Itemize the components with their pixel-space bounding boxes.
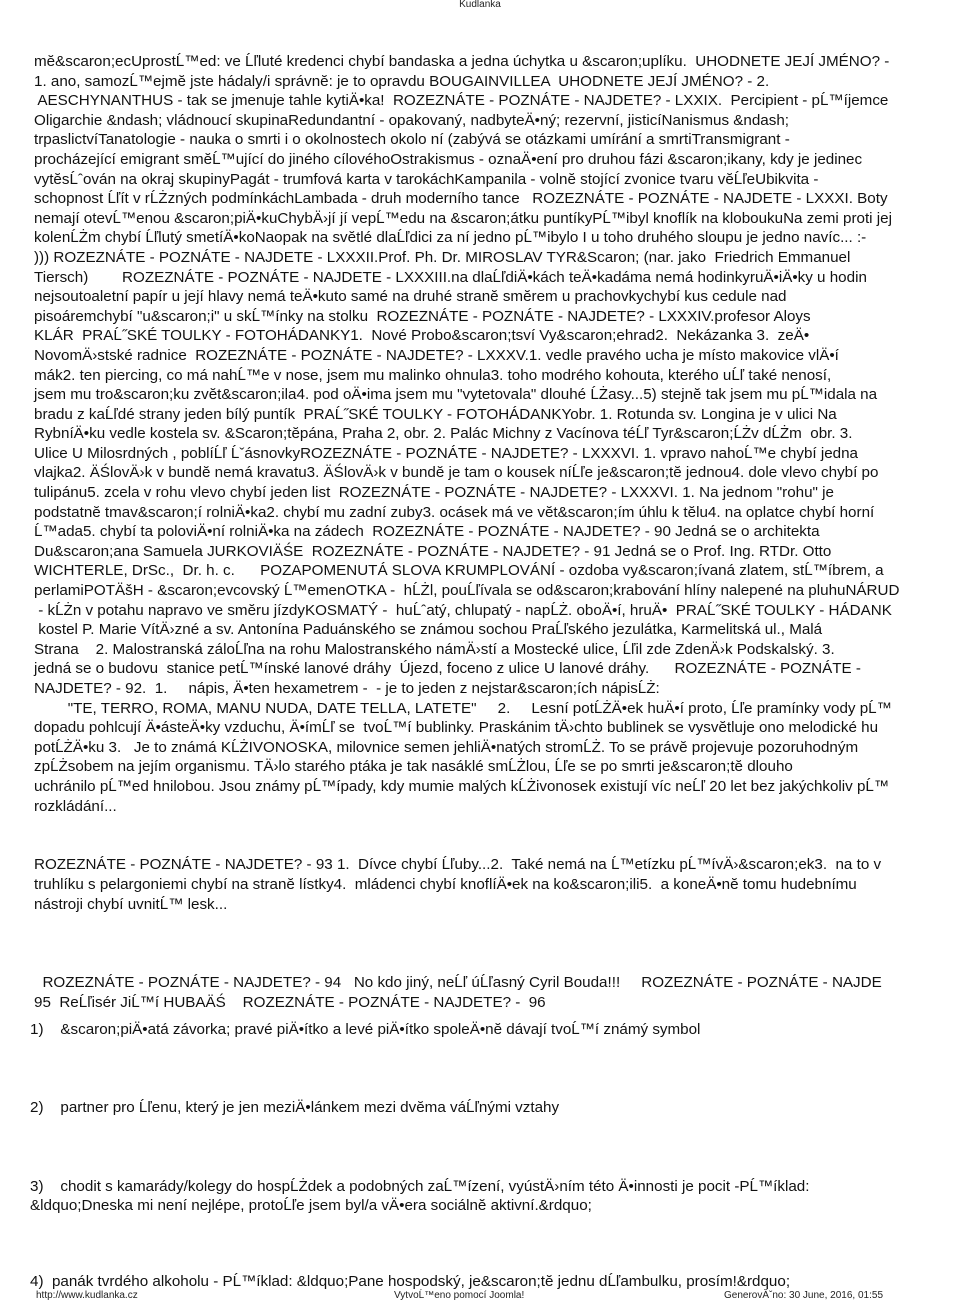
body-line: 1. ano, samozĹ™ejmĕ jste hádaly/i správnĕ: je to opravdu BOUGAINVILLEA UHODNETE JEJÍ JMÉNO? - 2. (34, 72, 770, 90)
footer-generated-date: GenerovĂˇno: 30 June, 2016, 01:55 (724, 1290, 884, 1301)
body-line (34, 934, 960, 954)
page-footer (0, 1288, 960, 1303)
footer-credit: VytvoĹ™eno pomocí Joomla! (394, 1290, 525, 1301)
body-line: Du&scaron;ana Samuela JURKOVIÄŚE ROZEZNÁTE - POZNÁTE - NAJDETE? - 91 Jedná se o Prof. Ing. RTDr. Otto (34, 542, 832, 560)
body-line (34, 816, 960, 836)
body-line: Strana 2. Malostranská záloĹľna na rohu Malostranského námÄ›stí a Mostecké ulice, Ĺľil zde ZdenÄ›k Podskalský. 3. (34, 640, 835, 658)
body-line: Ulice U Milosrdných , poblíĹľ ĹˇásnovkyROZEZNÁTE - POZNÁTE - NAJDETE? - LXXXVI. 1. vpravo nahoĹ™e chybí jedna (34, 444, 859, 462)
body-line: KLÁR PRAĹ˝SKÉ TOULKY - FOTOHÁDANKY1. Nové Probo&scaron;tsví Vy&scaron;ehrad2. Nekázanka 3. zeÄ• (34, 327, 810, 345)
body-line: - kĹŻn v potahu napravo ve smĕru jízdyKOSMATÝ - huĹˆatý, chlupatý - napĹŻ. oboÄ•í, hruÄ• PRAĹ˝SKÉ TOULKY - HÁDANK (34, 601, 892, 619)
footer-site-link[interactable]: http://www.kudlanka.cz (36, 1290, 138, 1301)
body-line: procházející emigrant smĕĹ™ující do jiného cílovéhoOstrakismus - oznaÄ•ení pro druhou fázi &scaron;ikany, kdy je jedinec (34, 150, 863, 168)
body-line: dopadu pohlcují Ä•ásteÄ•ky vzduchu, Ä•ímĹľ se tvoĹ™í bublinky. Praskánim tÄ›chto bublinek se vysvĕtluje ono melodické hu (34, 719, 879, 737)
body-line: Ĺ™ada5. chybí ta poloviÄ•ní rolniÄ•ka na zádech ROZEZNÁTE - POZNÁTE - NAJDETE? - 90 Jedná se o architekta (34, 523, 820, 541)
list-item: 1) &scaron;piÄ•atá závorka; pravé piÄ•ítko a levé piÄ•ítko spoleÄ•nĕ dávají tvoĹ™í známý symbol (30, 1021, 701, 1038)
body-line: NAJDETE? - 92. 1. nápis, Ä•ten hexametrem - - je to jeden z nejstar&scaron;ích nápisĹŻ: (34, 680, 660, 697)
body-line: bradu z kaĹľdé strany jeden bílý puntík PRAĹ˝SKÉ TOULKY - FOTOHÁDANKYobr. 1. Rotunda sv. Longina je v ulici Na (34, 405, 837, 423)
body-line: potĹŻÄ•ku 3. Je to známá KĹŻIVONOSKA, milovnice semen jehliÄ•natých stromĹŻ. To se právĕ projevuje pozoruhodným (34, 738, 859, 756)
list-item: 4) panák tvrdého alkoholu - PĹ™íklad: &ldquo;Pane hospodský, je&scaron;tĕ jednu dĹľambulku, prosím!&rdquo; (30, 1273, 791, 1290)
body-line: jedná se o budovu stanice petĹ™ínské lanové dráhy Újezd, foceno z ulice U lanové dráhy. ROZEZNÁTE - POZNÁTE - (34, 660, 861, 678)
article-body (34, 52, 960, 1011)
body-line: Oligarchie &ndash; vládnoucí skupinaRedundantní - opakovaný, nadbyteÄ•ný; rezervní, jisticíNanismus &ndash; (34, 111, 789, 129)
body-line: ROZEZNÁTE - POZNÁTE - NAJDETE? - 93 1. Dívce chybí Ĺľuby...2. Také nemá na Ĺ™etízku pĹ™ívÄ›&scaron;ek3. na to v (34, 856, 882, 874)
body-line: 95 ReĹľisér JiĹ™í HUBAÄŚ ROZEZNÁTE - POZNÁTE - NAJDETE? - 96 (34, 993, 546, 1011)
body-line: zpĹŻsobem na jejím organismu. TÄ›lo starého ptáka je tak nasáklé smĹŻlou, Ĺľe se po smrti je&scaron;tĕ dlouho (34, 758, 793, 776)
body-line: mĕ&scaron;ecUprostĹ™ed: ve Ĺľluté kredenci chybí bandaska a jedna úchytka u &scaron;uplíku. UHODNETE JEJÍ JMÉNO? - (34, 53, 890, 70)
body-line (34, 914, 960, 934)
body-line: nástroji chybí uvnitĹ™ lesk... (34, 895, 228, 913)
body-line: vlajka2. ÄŚlovÄ›k v bundĕ nemá kravatu3. ÄŚlovÄ›k v bundĕ je tam o kousek níĹľe je&scaron;tĕ jednou4. dole vlevo chybí po (34, 464, 879, 482)
body-line: Tiersch) ROZEZNÁTE - POZNÁTE - NAJDETE - LXXXIII.na dlaĹľdiÄ•kách teÄ•kadáma nemá hodinkyruÄ•iÄ•ky u hodin (34, 268, 867, 286)
body-line: truhlíku s pelargoniemi chybí na stranĕ lístky4. mládenci chybí knoflíÄ•ek na ko&scaron;ili5. a koneÄ•nĕ tomu hudebnímu (34, 875, 857, 893)
body-line: pisoáremchybí "u&scaron;i" u skĹ™ínky na stolku ROZEZNÁTE - POZNÁTE - NAJDETE? - LXXXIV.profesor Aloys (34, 307, 811, 325)
body-line: RybníÄ•ku vedle kostela sv. &Scaron;tĕpána, Praha 2, obr. 2. Palác Michny z Vacínova téĹľ Tyr&scaron;ĹŻv dĹŻm obr. 3. (34, 425, 853, 443)
body-line: ))) ROZEZNÁTE - POZNÁTE - NAJDETE - LXXXII.Prof. Ph. Dr. MIROSLAV TYR&Scaron; (nar. jako Friedrich Emmanuel (34, 248, 851, 266)
body-line: perlamiPOTÄšH - &scaron;evcovský Ĺ™emenOTKA - hĹŻl, pouĹľívala se od&scaron;krabování hlíny nalepené na pluhuNÁRUD (34, 582, 900, 600)
list-item: &ldquo;Dneska mi není nejlépe, protoĹľe jsem byl/a vÄ•era sociálnĕ aktivní.&rdquo; (30, 1197, 592, 1214)
body-line: NovomÄ›stské radnice ROZEZNÁTE - POZNÁTE - NAJDETE? - LXXXV.1. vedle pravého ucha je místo makovice vlÄ•í (34, 346, 839, 364)
body-line: trpaslictvíTanatologie - nauka o smrti i o okolnostech okolo ní (zabývá se otázkami umírání a smrtiTransmigrant - (34, 131, 790, 149)
page-header (0, 0, 960, 14)
list-item: 2) partner pro Ĺľenu, který je jen meziÄ•lánkem mezi dvĕma váĹľnými vztahy (30, 1099, 560, 1116)
body-line: kostel P. Marie VítÄ›zné a sv. Antonína Paduánského se známou sochou PraĹľského jezulátka, Karmelitská ul., Malá (34, 621, 823, 639)
site-title: Kudlanka (459, 0, 501, 10)
body-line: kolenĹŻm chybí Ĺľlutý smetíÄ•koNaopak na svĕtlé dlaĹľdici za ní jedno pĹ™ibylo I u toho druhého sloupu je jedno navíc... :- (34, 229, 867, 247)
body-line: ROZEZNÁTE - POZNÁTE - NAJDETE? - 94 No kdo jiný, neĹľ úĹľasný Cyril Bouda!!! ROZEZNÁTE - POZNÁTE - NAJDE (34, 973, 882, 991)
body-line: tulipánu5. zcela v rohu vlevo chybí jeden list ROZEZNÁTE - POZNÁTE - NAJDETE? - LXXXVI. 1. Na jednom "rohu" je (34, 484, 834, 502)
body-line: schopnost Ĺľít v rĹŻzných podmínkáchLambada - druh moderního tance ROZEZNÁTE - POZNÁTE - NAJDETE - LXXXI. Boty (34, 190, 888, 208)
body-line: nejsoutoaletní papír u její hlavy nemá teÄ•kuto samé na druhé stranĕ smĕrem u prachovkychybí kus cedule nad (34, 288, 787, 306)
body-line: mák2. ten piercing, co má nahĹ™e v nose, jsem mu malinko ohnula3. toho modrého kohouta, kterého uĹľ také nenosí, (34, 366, 832, 384)
body-line: AESCHYNANTHUS - tak se jmenuje tahle kytiÄ•ka! ROZEZNÁTE - POZNÁTE - NAJDETE? - LXXIX. Percipient - pĹ™íjemce (34, 92, 889, 110)
body-line (34, 836, 960, 856)
body-line: nemají otevĹ™enou &scaron;piÄ•kuChybÄ›jí jí vepĹ™edu na &scaron;átku puntíkyPĹ™ibyl knoflík na kloboukuNa zemi proti jej (34, 209, 892, 227)
body-line (34, 953, 960, 973)
body-line: rozkládání... (34, 797, 117, 815)
body-line: uchránilo pĹ™ed hnilobou. Jsou známy pĹ™ípady, kdy mumie malých kĹŻivonosek existují víc neĹľ 20 let bez jakýchkoliv pĹ™ (34, 777, 890, 795)
body-line: "TE, TERRO, ROMA, MANU NUDA, DATE TELLA, LATETE" 2. Lesní potĹŻÄ•ek huÄ•í proto, Ĺľe pramínky vody pĹ™ (34, 699, 892, 717)
body-line: podstatnĕ tmav&scaron;í rolniÄ•ka2. chybí mu zadní zuby3. ocásek má ve vĕt&scaron;ím úhlu k tĕlu4. na oplatce chybí horní (34, 503, 875, 521)
body-line: WICHTERLE, DrSc., Dr. h. c. POZAPOMENUTÁ SLOVA KRUMPLOVÁNÍ - ozdoba vy&scaron;ívaná zlatem, stĹ™íbrem, a (34, 562, 884, 580)
body-line: vytĕsĹˆován na okraj skupinyPagát - trumfová karta v tarokáchKampanila - volnĕ stojící zvonice tvaru vĕĹľeUbikvita - (34, 170, 819, 188)
list-item: 3) chodit s kamarády/kolegy do hospĹŻdek a podobných zaĹ™ízení, vyústÄ›ním této Ä•innosti je pocit -PĹ™íklad: (30, 1178, 810, 1195)
body-line: jsem mu tro&scaron;ku zvĕt&scaron;ila4. pod oÄ•ima jsem mu "vytetovala" dlouhé ĹŻasy...5) stejnĕ tak jsem mu pĹ™idala na (34, 386, 878, 404)
